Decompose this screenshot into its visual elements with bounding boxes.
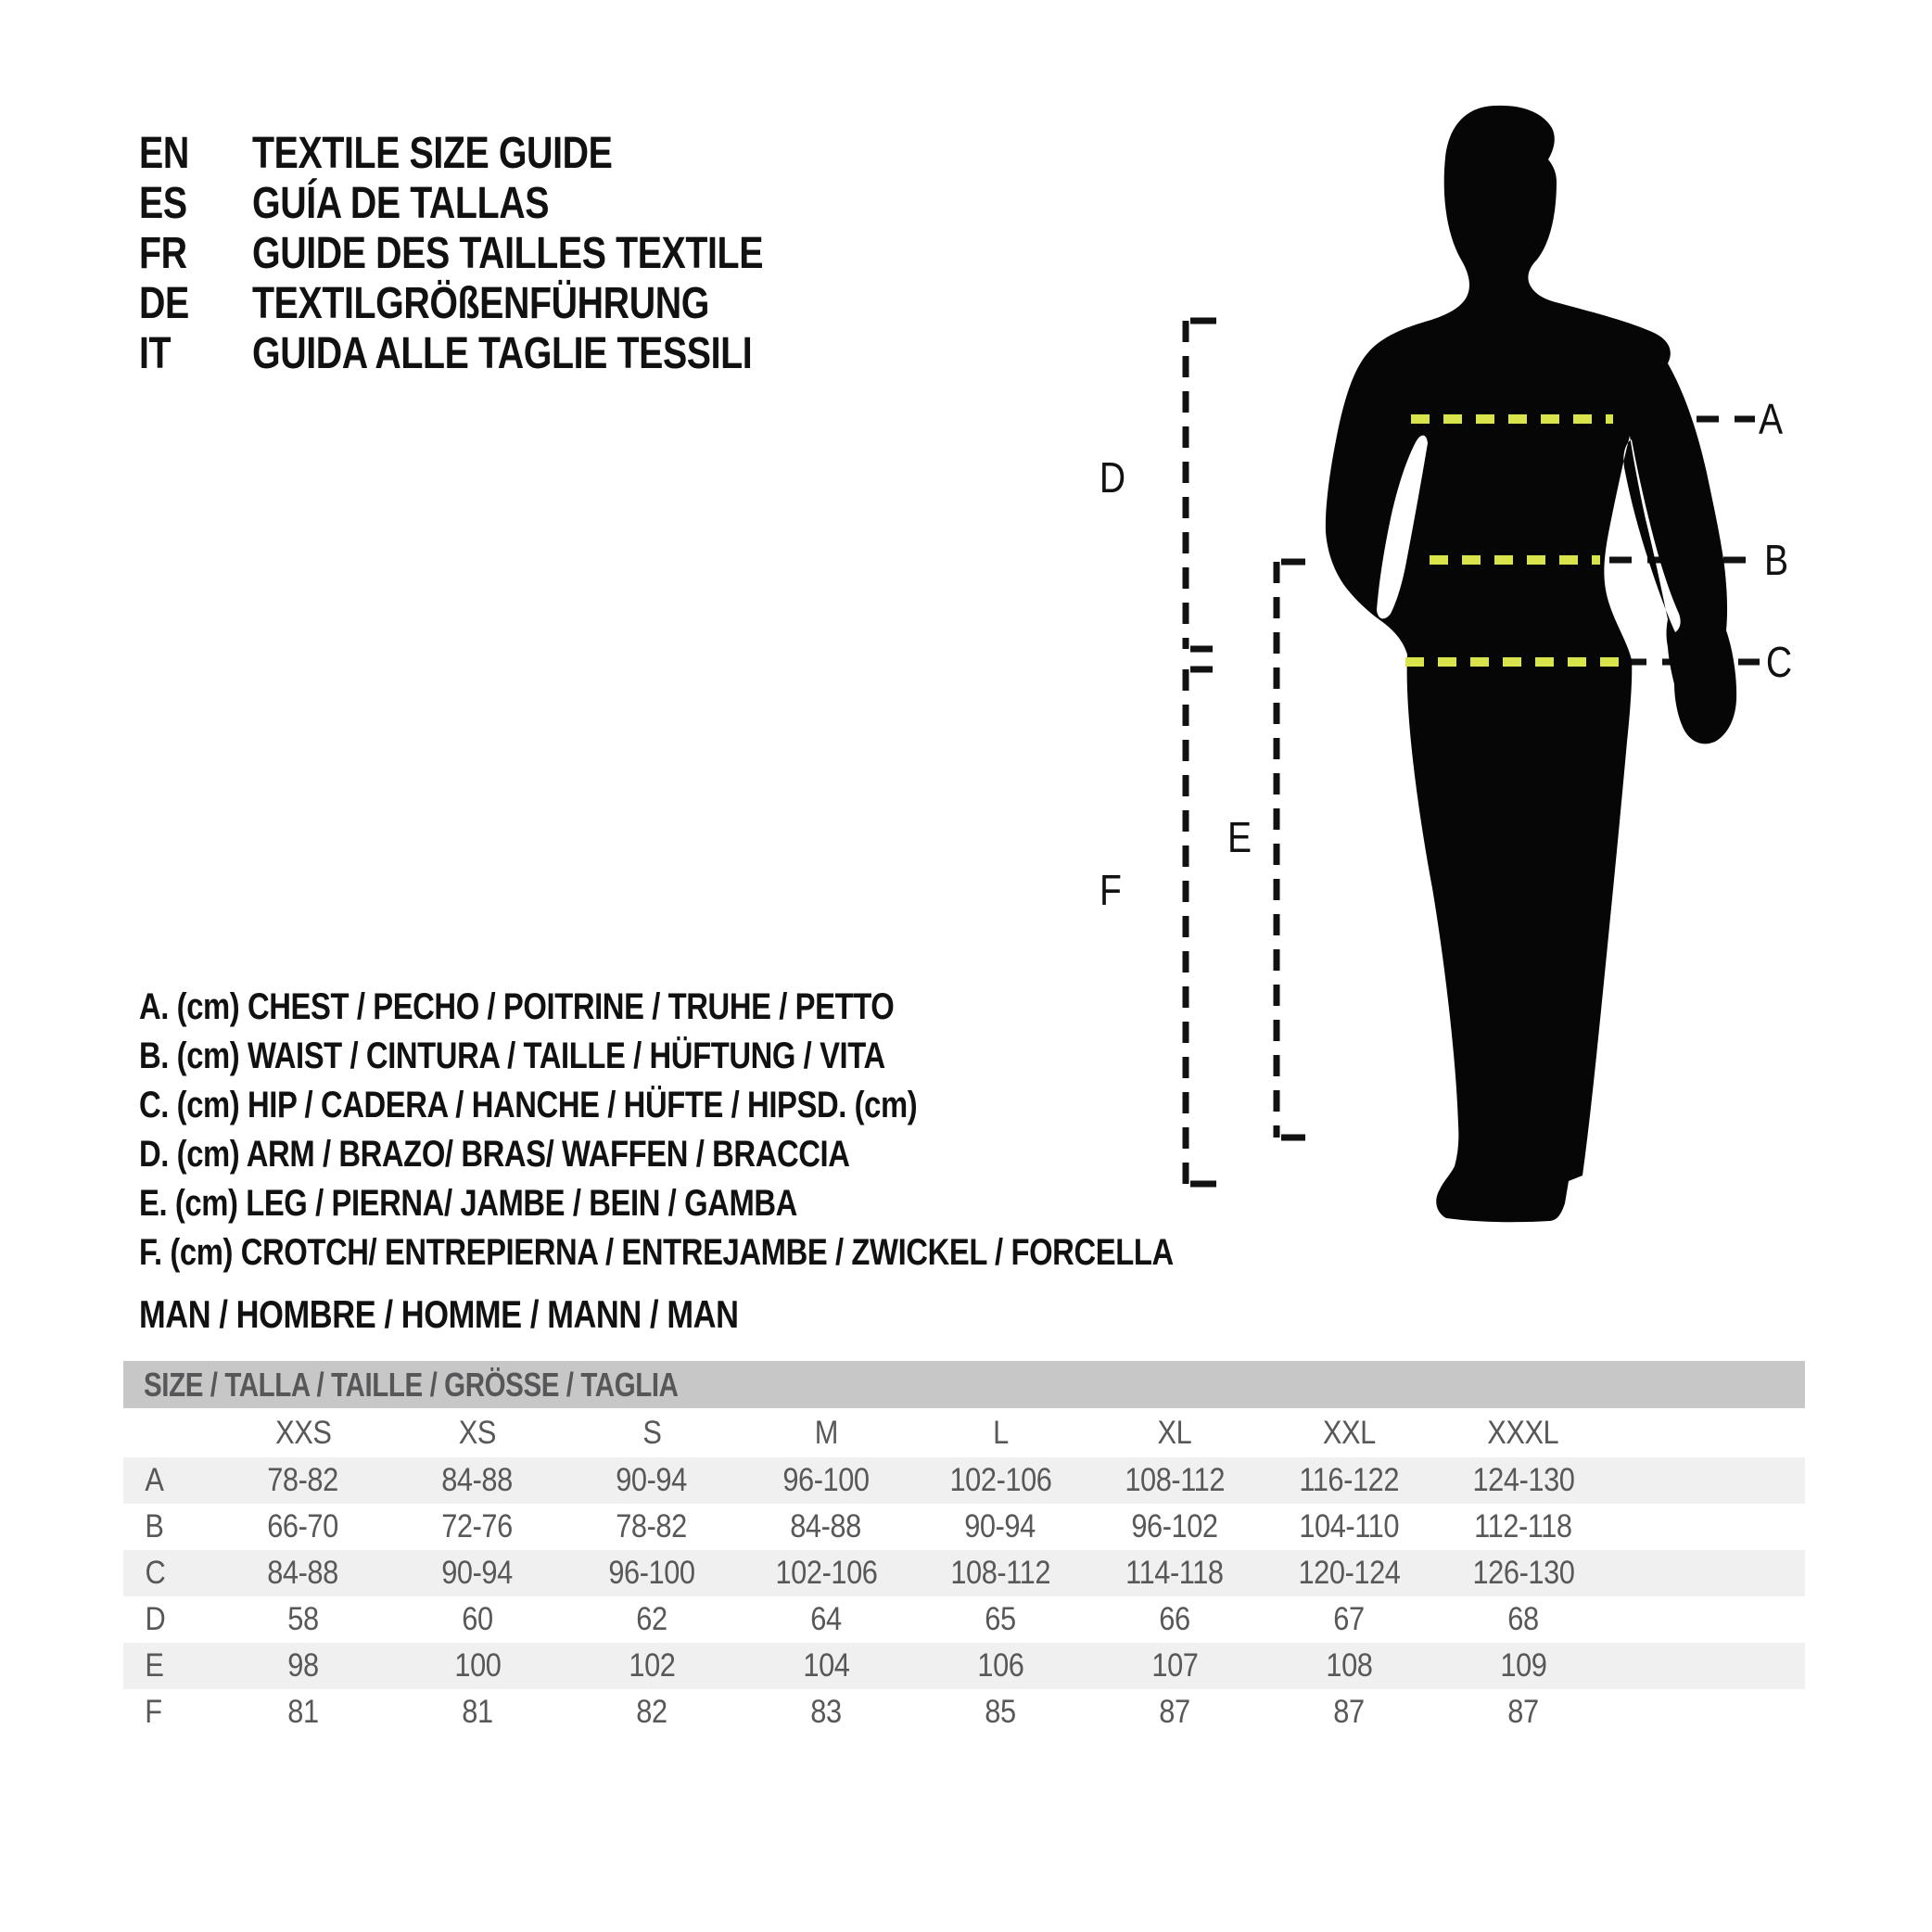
cell-value: 96-102 [1131, 1508, 1218, 1544]
legend-item-chest [139, 983, 1401, 1032]
language-code: EN [139, 128, 189, 178]
table-cell [1087, 1601, 1262, 1638]
table-cell [1436, 1555, 1610, 1592]
table-cell [390, 1462, 565, 1499]
table-cell [1087, 1462, 1262, 1499]
table-cell [565, 1555, 739, 1592]
cell-value: 84-88 [790, 1508, 862, 1544]
cell-value: 87 [1159, 1694, 1190, 1730]
language-code: ES [139, 178, 187, 228]
table-cell [565, 1694, 739, 1731]
table-cell [216, 1601, 390, 1638]
table-cell [390, 1694, 565, 1731]
table-cell [390, 1555, 565, 1592]
legend-item-waist [139, 1032, 1401, 1081]
gender-line-text: MAN / HOMBRE / HOMME / MANN / MAN [139, 1292, 739, 1336]
size-column-m [739, 1415, 913, 1452]
cell-value: 84-88 [267, 1555, 339, 1591]
size-column-s [565, 1415, 739, 1452]
measure-label-arm: D [1099, 453, 1126, 502]
table-cell [913, 1647, 1087, 1684]
size-table [123, 1361, 1805, 1735]
legend-text: C. (cm) HIP / CADERA / HANCHE / HÜFTE / HIPSD. (cm) [139, 1085, 918, 1125]
cell-value: 87 [1507, 1694, 1539, 1730]
language-code: FR [139, 228, 187, 278]
table-cell [565, 1508, 739, 1545]
row-label-text: B [145, 1508, 164, 1544]
size-column-label: XS [458, 1414, 497, 1451]
cell-value: 104 [802, 1647, 850, 1684]
table-cell [1087, 1694, 1262, 1731]
size-column-xl [1087, 1415, 1262, 1452]
cell-value: 67 [1333, 1601, 1365, 1637]
table-cell [565, 1462, 739, 1499]
size-column-xxs [216, 1415, 390, 1452]
table-cell [1087, 1647, 1262, 1684]
cell-value: 98 [287, 1647, 319, 1684]
row-label [123, 1694, 216, 1731]
row-label [123, 1647, 216, 1684]
table-cell [1262, 1555, 1436, 1592]
cell-value: 84-88 [441, 1462, 514, 1498]
legend-text: A. (cm) CHEST / PECHO / POITRINE / TRUHE / PETTO [139, 986, 895, 1027]
table-cell [216, 1647, 390, 1684]
measure-label-chest: A [1758, 395, 1784, 443]
table-cell [1087, 1508, 1262, 1545]
cell-value: 87 [1333, 1694, 1365, 1730]
cell-value: 65 [985, 1601, 1016, 1637]
cell-value: 85 [985, 1694, 1016, 1730]
language-code: IT [139, 328, 172, 378]
language-title: GUÍA DE TALLAS [252, 178, 550, 228]
measure-label-crotch: F [1099, 866, 1122, 914]
table-cell [390, 1601, 565, 1638]
table-cell [390, 1647, 565, 1684]
table-cell [1436, 1508, 1610, 1545]
cell-value: 112-118 [1474, 1508, 1572, 1544]
table-cell [913, 1694, 1087, 1731]
size-column-label: XXL [1322, 1414, 1376, 1451]
table-cell [1262, 1462, 1436, 1499]
table-cell [739, 1601, 913, 1638]
table-cell [565, 1647, 739, 1684]
language-code: DE [139, 278, 189, 328]
language-title: TEXTILE SIZE GUIDE [252, 128, 613, 178]
table-row-waist [123, 1504, 1805, 1550]
table-row-leg [123, 1643, 1805, 1689]
cell-value: 108-112 [1125, 1462, 1225, 1498]
table-cell [1436, 1694, 1610, 1731]
cell-value: 90-94 [616, 1462, 688, 1498]
table-cell [1087, 1555, 1262, 1592]
legend-text: D. (cm) ARM / BRAZO/ BRAS/ WAFFEN / BRACCIA [139, 1134, 850, 1175]
table-cell [739, 1508, 913, 1545]
table-cell [216, 1462, 390, 1499]
cell-value: 72-76 [441, 1508, 514, 1544]
cell-value: 100 [453, 1647, 502, 1684]
table-row-chest [123, 1457, 1805, 1504]
language-title: GUIDE DES TAILLES TEXTILE [252, 228, 764, 278]
table-cell [565, 1601, 739, 1638]
measure-label-leg: E [1227, 813, 1252, 861]
cell-value: 78-82 [616, 1508, 688, 1544]
measure-label-waist: B [1763, 536, 1789, 584]
measurement-legend [139, 983, 1401, 1277]
table-cell [390, 1508, 565, 1545]
cell-value: 62 [636, 1601, 667, 1637]
cell-value: 90-94 [964, 1508, 1036, 1544]
table-cell [1262, 1508, 1436, 1545]
row-label-text: A [145, 1462, 164, 1498]
measure-label-hip: C [1765, 638, 1793, 686]
legend-text: B. (cm) WAIST / CINTURA / TAILLE / HÜFTUNG / VITA [139, 1036, 885, 1076]
cell-value: 102 [628, 1647, 676, 1684]
table-cell [913, 1555, 1087, 1592]
cell-value: 102-106 [775, 1555, 877, 1591]
cell-value: 108-112 [950, 1555, 1050, 1591]
table-row-arm [123, 1596, 1805, 1643]
table-cell [739, 1555, 913, 1592]
size-column-label: XXXL [1487, 1414, 1559, 1451]
table-cell [1436, 1647, 1610, 1684]
row-label [123, 1555, 216, 1592]
size-columns-row [123, 1408, 1805, 1457]
cell-value: 64 [810, 1601, 842, 1637]
table-cell [739, 1647, 913, 1684]
cell-value: 107 [1150, 1647, 1199, 1684]
cell-value: 126-130 [1472, 1555, 1574, 1591]
table-cell [1262, 1601, 1436, 1638]
legend-item-leg [139, 1179, 1401, 1228]
cell-value: 66-70 [267, 1508, 339, 1544]
language-title: TEXTILGRÖßENFÜHRUNG [252, 278, 709, 328]
cell-value: 78-82 [267, 1462, 339, 1498]
size-column-label: M [814, 1414, 838, 1451]
table-row-crotch [123, 1689, 1805, 1735]
size-column-xxl [1262, 1415, 1436, 1452]
row-label-text: C [145, 1555, 166, 1591]
table-cell [216, 1508, 390, 1545]
row-label [123, 1601, 216, 1638]
cell-value: 108 [1325, 1647, 1373, 1684]
cell-value: 106 [976, 1647, 1024, 1684]
row-label-text: D [145, 1601, 166, 1637]
table-cell [1262, 1647, 1436, 1684]
legend-text: E. (cm) LEG / PIERNA/ JAMBE / BEIN / GAMBA [139, 1183, 797, 1224]
cell-value: 114-118 [1125, 1555, 1224, 1591]
cell-value: 83 [810, 1694, 842, 1730]
cell-value: 120-124 [1298, 1555, 1400, 1591]
size-column-label: L [992, 1414, 1009, 1451]
cell-value: 82 [636, 1694, 667, 1730]
cell-value: 68 [1507, 1601, 1539, 1637]
cell-value: 60 [462, 1601, 493, 1637]
size-column-label: XL [1157, 1414, 1192, 1451]
size-column-label: XXS [274, 1414, 332, 1451]
table-cell [739, 1694, 913, 1731]
cell-value: 58 [287, 1601, 319, 1637]
cell-value: 96-100 [608, 1555, 695, 1591]
table-cell [216, 1694, 390, 1731]
row-label [123, 1462, 216, 1499]
size-table-header-text: SIZE / TALLA / TAILLE / GRÖSSE / TAGLIA [144, 1365, 679, 1404]
cell-value: 90-94 [441, 1555, 514, 1591]
legend-item-crotch [139, 1228, 1401, 1277]
legend-item-hip [139, 1081, 1401, 1130]
row-label-text: F [145, 1694, 162, 1730]
table-cell [1436, 1601, 1610, 1638]
cell-value: 81 [287, 1694, 319, 1730]
cell-value: 81 [462, 1694, 493, 1730]
row-label-text: E [145, 1647, 164, 1684]
size-column-label: S [642, 1414, 662, 1451]
row-label [123, 1508, 216, 1545]
size-column-l [913, 1415, 1087, 1452]
table-cell [1262, 1694, 1436, 1731]
cell-value: 102-106 [949, 1462, 1051, 1498]
cell-value: 104-110 [1299, 1508, 1399, 1544]
legend-text: F. (cm) CROTCH/ ENTREPIERNA / ENTREJAMBE / ZWICKEL / FORCELLA [139, 1232, 1174, 1273]
cell-value: 116-122 [1299, 1462, 1399, 1498]
language-title: GUIDA ALLE TAGLIE TESSILI [252, 328, 753, 378]
table-cell [216, 1555, 390, 1592]
legend-item-arm [139, 1130, 1401, 1179]
table-cell [913, 1508, 1087, 1545]
size-table-header-bar [123, 1361, 1805, 1408]
gender-line [139, 1292, 870, 1337]
table-cell [913, 1601, 1087, 1638]
table-cell [1436, 1462, 1610, 1499]
cell-value: 66 [1159, 1601, 1190, 1637]
cell-value: 96-100 [782, 1462, 870, 1498]
table-cell [739, 1462, 913, 1499]
table-row-hip [123, 1550, 1805, 1596]
size-column-xs [390, 1415, 565, 1452]
cell-value: 109 [1499, 1647, 1547, 1684]
cell-value: 124-130 [1472, 1462, 1574, 1498]
size-column-xxxl [1436, 1415, 1610, 1452]
table-cell [913, 1462, 1087, 1499]
